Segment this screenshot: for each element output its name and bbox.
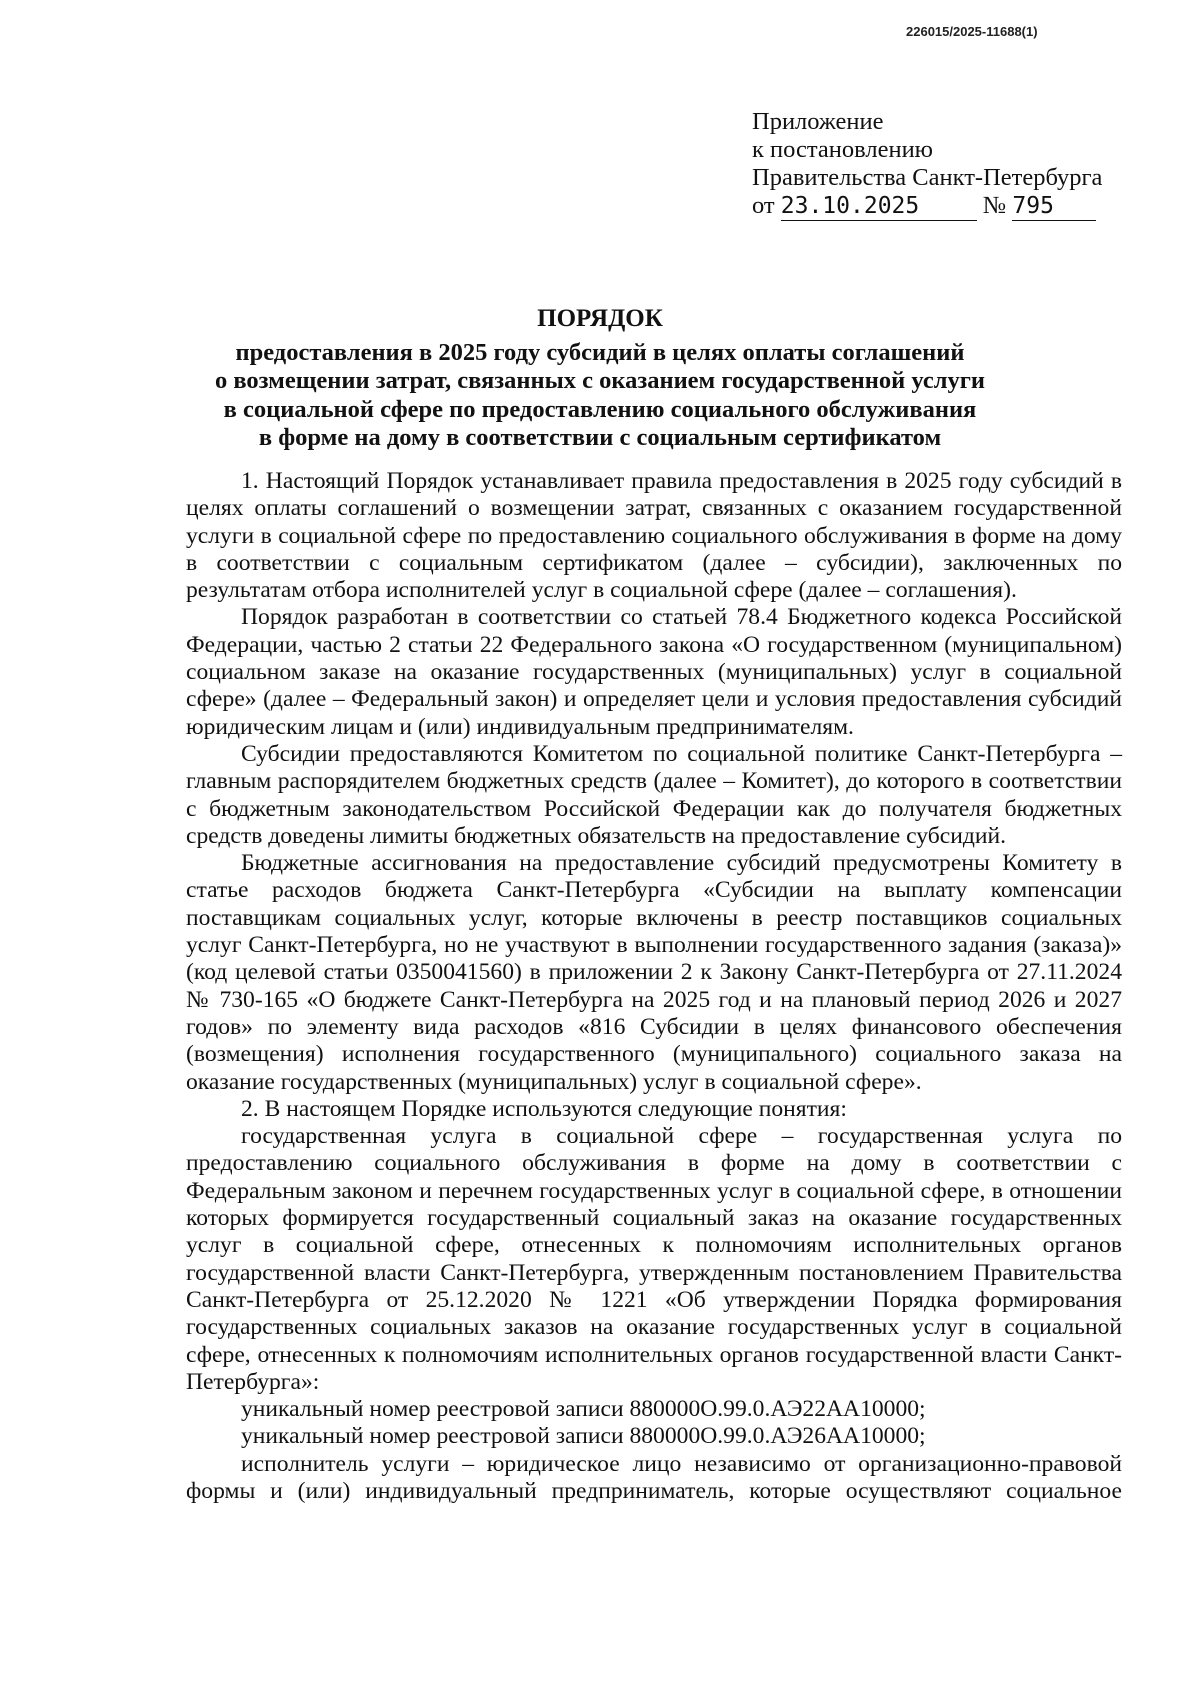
appendix-line-2: к постановлению (752, 136, 933, 163)
date-prefix: от (752, 192, 775, 219)
paragraph-9: исполнитель услуги – юридическое лицо независимо от организационно-правовой формы и (или) индивидуальный предприниматель, которые осуществляют социальное (186, 1450, 1122, 1504)
paragraph-1: 1. Настоящий Порядок устанавливает правила предоставления в 2025 году субсидий в целях оплаты соглашений о возмещении затрат, связанных с оказанием государственной услуги в социальной сфере по предоставлению социального обслуживания в форме на дому в соответствии с социальным сертификатом (далее – субсидии), заключенных по результатам отбора исполнителей услуг в социальной сфере (далее – соглашения). (186, 468, 1122, 604)
title-line-1: предоставления в 2025 году субсидий в целях оплаты соглашений (235, 339, 965, 367)
paragraph-3: Субсидии предоставляются Комитетом по социальной политике Санкт-Петербурга – главным распорядителем бюджетных средств (далее – Комитет), до которого в соответствии с бюджетным законодательством Российской Федерации как до получателя бюджетных средств доведены лимиты бюджетных обязательств на предоставление субсидий. (186, 740, 1122, 849)
appendix-date-line (752, 192, 1102, 221)
paragraph-5: 2. В настоящем Порядке используются следующие понятия: (241, 1095, 847, 1122)
paragraph-8: уникальный номер реестровой записи 880000О.99.0.АЭ26АА10000; (241, 1423, 926, 1450)
appendix-block (752, 108, 1102, 221)
title-line-4: в форме на дому в соответствии с социальным сертификатом (258, 423, 942, 451)
appendix-line-1: Приложение (752, 108, 884, 135)
title-main: ПОРЯДОК (537, 305, 663, 332)
paragraph-6: государственная услуга в социальной сфере – государственная услуга по предоставлению социального обслуживания в форме на дому в соответствии с Федеральным законом и перечнем государственных услуг в социальной сфере, в отношении которых формируется государственный социальный заказ на оказание государственных услуг в социальной сфере, отнесенных к полномочиям исполнительных органов государственной власти Санкт-Петербурга, утвержденным постановлением Правительства Санкт-Петербурга от 25.12.2020 № 1221 «Об утверждении Порядка формирования государственных социальных заказов на оказание государственных услуг в социальной сфере, отнесенных к полномочиям исполнительных органов государственной власти Санкт-Петербурга»: (186, 1123, 1122, 1395)
title-line-3: в социальной сфере по предоставлению социального обслуживания (223, 395, 977, 423)
paragraph-7: уникальный номер реестровой записи 880000О.99.0.АЭ22АА10000; (241, 1396, 926, 1423)
title-line-2: о возмещении затрат, связанных с оказанием государственной услуги (214, 367, 986, 395)
number-prefix: № (982, 192, 1007, 219)
document-title (0, 305, 1200, 452)
document-body (186, 468, 1122, 1505)
resolution-number: 795 (1012, 192, 1096, 221)
appendix-line-3: Правительства Санкт-Петербурга (752, 164, 1103, 191)
paragraph-2: Порядок разработан в соответствии со статьей 78.4 Бюджетного кодекса Российской Федерации, частью 2 статьи 22 Федерального закона «О государственном (муниципальном) социальном заказе на оказание государственных (муниципальных) услуг в социальной сфере» (далее – Федеральный закон) и определяет цели и условия предоставления субсидий юридическим лицам и (или) индивидуальным предпринимателям. (186, 604, 1122, 740)
paragraph-4: Бюджетные ассигнования на предоставление субсидий предусмотрены Комитету в статье расходов бюджета Санкт-Петербурга «Субсидии на выплату компенсации поставщикам социальных услуг, которые включены в реестр поставщиков социальных услуг Санкт-Петербурга, но не участвуют в выполнении государственного задания (заказа)» (код целевой статьи 0350041560) в приложении 2 к Закону Санкт-Петербурга от 27.11.2024 № 730-165 «О бюджете Санкт-Петербурга на 2025 год и на плановый период 2026 и 2027 годов» по элементу вида расходов «816 Субсидии в целях финансового обеспечения (возмещения) исполнения государственного (муниципального) социального заказа на оказание государственных (муниципальных) услуг в социальной сфере». (186, 850, 1122, 1095)
registration-number: 226015/2025-11688(1) (906, 24, 1038, 39)
resolution-date: 23.10.2025 (781, 192, 977, 221)
